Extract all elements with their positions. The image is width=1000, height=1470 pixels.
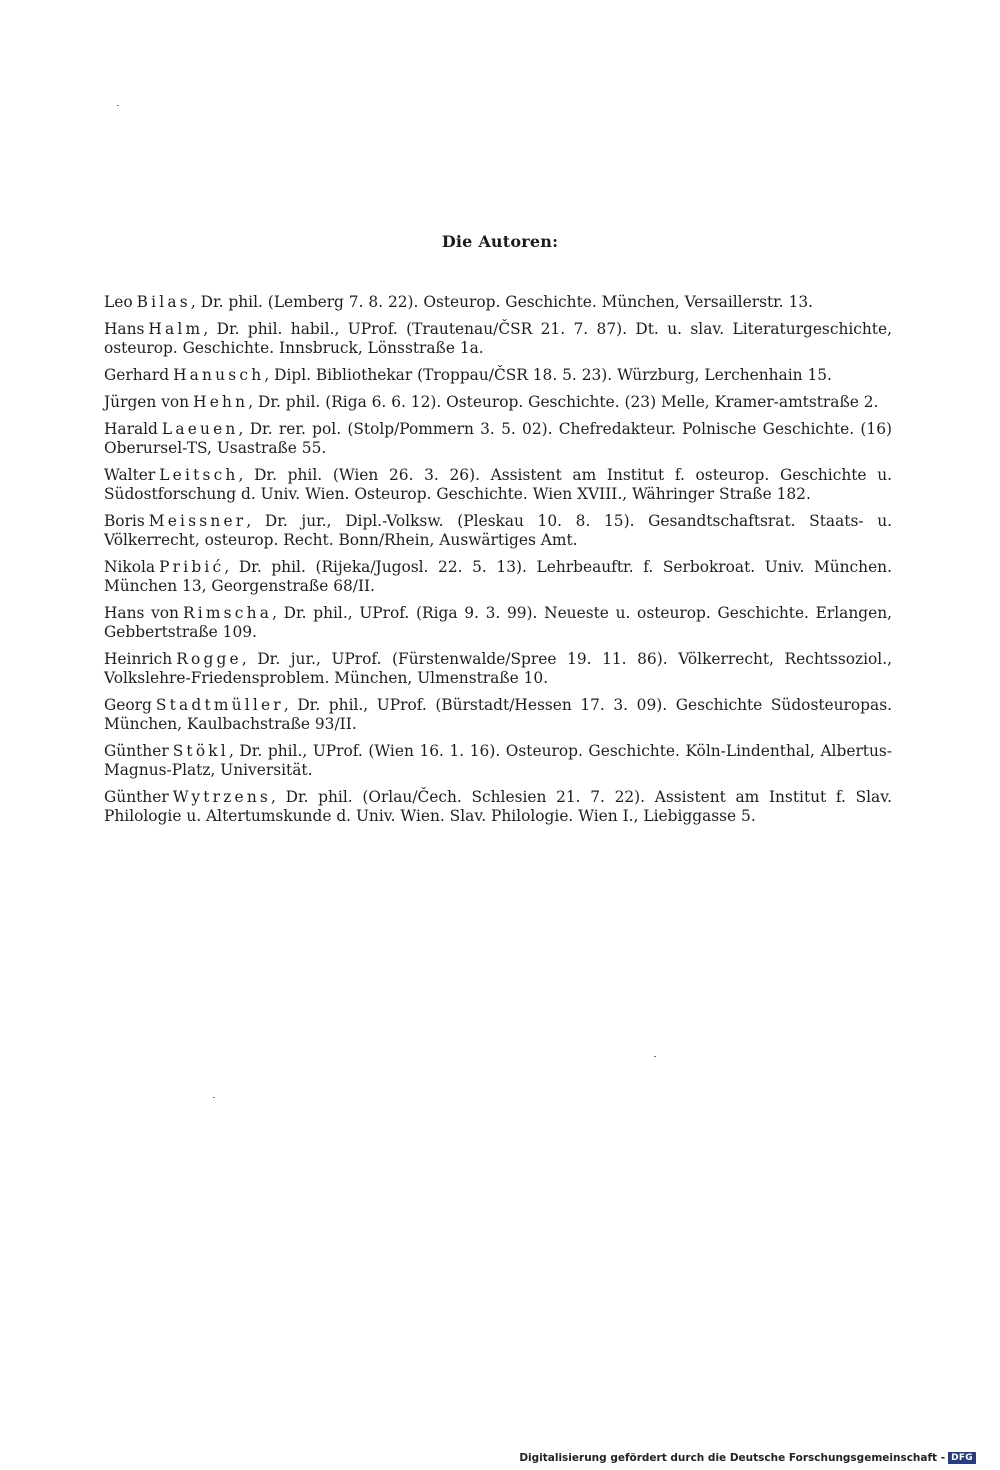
author-surname: Hanusch: [173, 366, 265, 384]
author-details: , Dr. phil. (Rijeka/Jugosl. 22. 5. 13). Lehrbeauftr. f. Serbokroat. Univ. München. München 13, Georgenstraße 68/II.: [104, 558, 892, 595]
author-first-name: Harald: [104, 420, 158, 438]
author-entry: [104, 320, 892, 358]
author-details: , Dipl. Bibliothekar (Troppau/ČSR 18. 5. 23). Würzburg, Lerchenhain 15.: [264, 366, 832, 384]
author-entry: [104, 512, 892, 550]
author-first-name: Hans von: [104, 604, 179, 622]
author-surname: Bilas: [136, 293, 191, 311]
dfg-logo: DFG: [948, 1452, 976, 1464]
author-entry: [104, 466, 892, 504]
author-first-name: Gerhard: [104, 366, 170, 384]
author-first-name: Nikola: [104, 558, 156, 576]
author-first-name: Günther: [104, 788, 169, 806]
page-title: Die Autoren:: [441, 232, 559, 251]
author-details: , Dr. phil. (Wien 26. 3. 26). Assistent am Institut f. osteurop. Geschichte u. Südostforschung d. Univ. Wien. Osteurop. Geschichte. Wien XVIII., Währinger Straße 182.: [104, 466, 892, 503]
author-details: , Dr. jur., UProf. (Fürstenwalde/Spree 19. 11. 86). Völkerrecht, Rechtssoziol., Volkslehre-Friedensproblem. München, Ulmenstraße 10.: [104, 650, 892, 687]
author-first-name: Heinrich: [104, 650, 173, 668]
author-entry: [104, 696, 892, 734]
author-entry: [104, 293, 892, 312]
author-first-name: Jürgen von: [104, 393, 190, 411]
author-surname: Rimscha: [182, 604, 273, 622]
author-details: , Dr. phil. (Lemberg 7. 8. 22). Osteurop. Geschichte. München, Versaillerstr. 13.: [190, 293, 814, 311]
author-details: , Dr. phil. (Orlau/Čech. Schlesien 21. 7. 22). Assistent am Institut f. Slav. Philologie u. Altertumskunde d. Univ. Wien. Slav. Philologie. Wien I., Liebiggasse 5.: [104, 788, 892, 825]
author-entry: [104, 558, 892, 596]
author-details: , Dr. phil. (Riga 6. 6. 12). Osteurop. Geschichte. (23) Melle, Kramer-amtstraße 2.: [248, 393, 879, 411]
author-surname: Halm: [148, 320, 204, 338]
author-first-name: Walter: [104, 466, 156, 484]
author-first-name: Boris: [104, 512, 145, 530]
author-surname: Hehn: [193, 393, 249, 411]
scan-speck: [654, 1056, 656, 1057]
author-entry: [104, 742, 892, 780]
author-first-name: Günther: [104, 742, 169, 760]
author-details: , Dr. phil., UProf. (Bürstadt/Hessen 17. 3. 09). Geschichte Südosteuropas. München, Kaulbachstraße 93/II.: [104, 696, 892, 733]
author-entry: [104, 788, 892, 826]
author-surname: Stökl: [172, 742, 229, 760]
scan-speck: [213, 1097, 215, 1098]
author-entry: [104, 366, 892, 385]
author-entry: [104, 393, 892, 412]
author-first-name: Hans: [104, 320, 145, 338]
author-details: , Dr. rer. pol. (Stolp/Pommern 3. 5. 02). Chefredakteur. Polnische Geschichte. (16) Oberursel-TS, Usastraße 55.: [104, 420, 892, 457]
digitization-footer: [519, 1452, 976, 1464]
scan-speck: [117, 105, 119, 106]
author-details: , Dr. phil. habil., UProf. (Trautenau/ČSR 21. 7. 87). Dt. u. slav. Literaturgeschichte, osteurop. Geschichte. Innsbruck, Lönsstraße 1a.: [104, 320, 892, 357]
author-first-name: Georg: [104, 696, 152, 714]
author-surname: Wytrzens: [172, 788, 272, 806]
author-details: , Dr. phil., UProf. (Wien 16. 1. 16). Osteurop. Geschichte. Köln-Lindenthal, Albertus-Magnus-Platz, Universität.: [104, 742, 892, 779]
author-entry: [104, 650, 892, 688]
author-entry: [104, 420, 892, 458]
author-details: , Dr. jur., Dipl.-Volksw. (Pleskau 10. 8. 15). Gesandtschaftsrat. Staats- u. Völkerrecht, osteurop. Recht. Bonn/Rhein, Auswärtiges Amt.: [104, 512, 892, 549]
author-surname: Laeuen: [161, 420, 239, 438]
author-surname: Pribić: [159, 558, 225, 576]
author-surname: Stadtmüller: [155, 696, 284, 714]
author-surname: Leitsch: [159, 466, 239, 484]
author-details: , Dr. phil., UProf. (Riga 9. 3. 99). Neueste u. osteurop. Geschichte. Erlangen, Gebbertstraße 109.: [104, 604, 892, 641]
author-first-name: Leo: [104, 293, 133, 311]
author-surname: Meissner: [148, 512, 247, 530]
author-entry: [104, 604, 892, 642]
author-list: [104, 293, 892, 834]
author-surname: Rogge: [176, 650, 242, 668]
footer-text: Digitalisierung gefördert durch die Deutsche Forschungsgemeinschaft -: [519, 1452, 946, 1464]
